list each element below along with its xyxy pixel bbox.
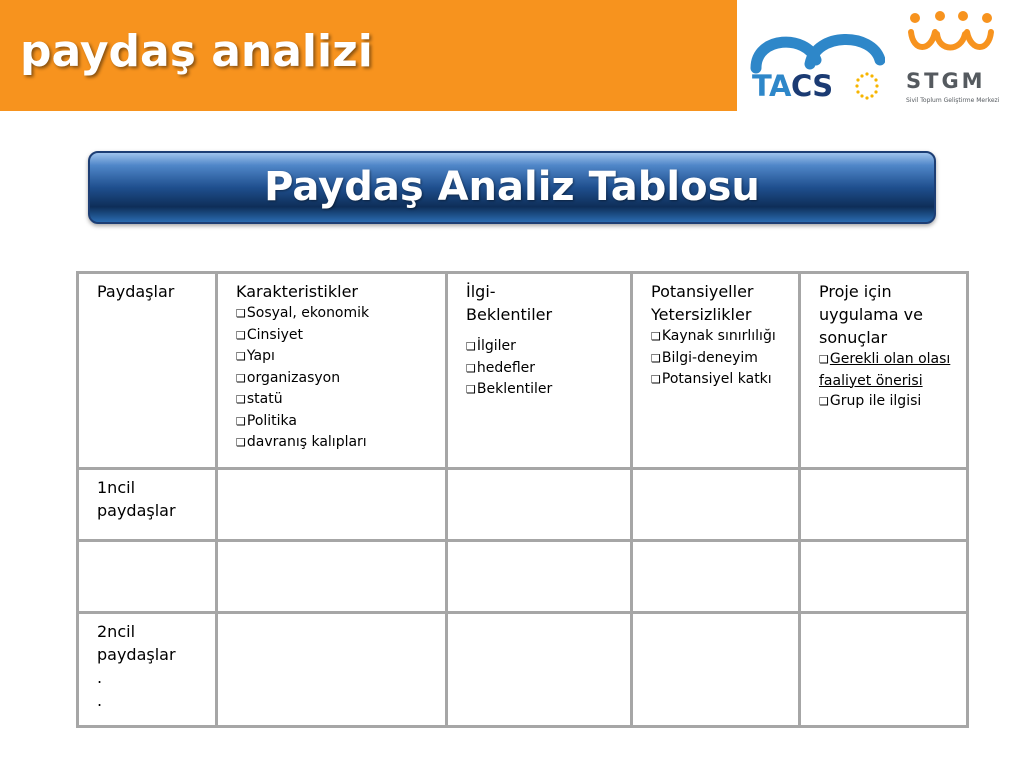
- table-cell: [632, 541, 800, 613]
- list-item: ❑organizasyon: [236, 369, 341, 386]
- header-cell-karakteristikler: [217, 273, 447, 469]
- table-cell: [447, 613, 632, 727]
- stgm-logo-subtitle: Sivil Toplum Geliştirme Merkezi: [906, 97, 1000, 104]
- list-item: ❑Beklentiler: [466, 381, 553, 397]
- list-item: ❑hedefler: [466, 359, 536, 376]
- header-cell-proje: [800, 273, 968, 469]
- table-cell: [217, 541, 447, 613]
- header-label: Yetersizlikler: [651, 305, 752, 324]
- table-row: [78, 469, 968, 541]
- table-cell: [800, 613, 968, 727]
- list-item: ❑Potansiyel katkı: [651, 371, 772, 387]
- table-cell: [217, 469, 447, 541]
- header-cell-paydaslar: [78, 273, 217, 469]
- table-cell: [800, 469, 968, 541]
- row-label-cell: [78, 541, 217, 613]
- list-item: ❑Yapı: [236, 348, 275, 364]
- header-cell-ilgi-beklentiler: [447, 273, 632, 469]
- table-row: [78, 541, 968, 613]
- table-title: Paydaş Analiz Tablosu: [264, 164, 760, 210]
- table-cell: [800, 541, 968, 613]
- table-cell: [447, 541, 632, 613]
- list-item: ❑Gerekli olan olası faaliyet önerisi: [819, 351, 951, 389]
- stakeholder-analysis-table: [76, 271, 969, 728]
- header-label: İlgi-: [466, 282, 496, 301]
- header-label: Paydaşlar: [97, 282, 175, 301]
- table-cell: [632, 613, 800, 727]
- row-label-cell: 2ncil paydaşlar . .: [78, 613, 217, 727]
- stgm-logo-text: STGM: [906, 69, 986, 93]
- header-label: Beklentiler: [466, 305, 553, 324]
- stgm-logo-icon: [905, 8, 997, 68]
- tacs-logo-text: TACS: [752, 69, 833, 103]
- header-label: sonuçlar: [819, 328, 888, 347]
- header-label: Proje için: [819, 282, 892, 301]
- list-item: ❑Kaynak sınırlılığı: [651, 328, 776, 344]
- header-label: Karakteristikler: [236, 282, 358, 301]
- slide-title: paydaş analizi: [20, 26, 373, 77]
- row-label-cell: 1ncil paydaşlar: [78, 469, 217, 541]
- list-item: ❑Sosyal, ekonomik: [236, 305, 370, 321]
- table-row: [78, 613, 968, 727]
- header-label: Potansiyeller: [651, 282, 754, 301]
- list-item: ❑Bilgi-deneyim: [651, 349, 758, 366]
- table-cell: [447, 469, 632, 541]
- list-item: ❑İlgiler: [466, 338, 516, 354]
- table-header-row: [78, 273, 968, 469]
- list-item: ❑Cinsiyet: [236, 326, 303, 343]
- table-title-banner: [88, 151, 936, 224]
- table-cell: [217, 613, 447, 727]
- list-item: ❑Grup ile ilgisi: [819, 393, 922, 409]
- header-label: uygulama ve: [819, 305, 923, 324]
- list-item: ❑statü: [236, 391, 283, 407]
- table-cell: [632, 469, 800, 541]
- header-cell-potansiyeller: [632, 273, 800, 469]
- list-item: ❑Politika: [236, 412, 297, 429]
- list-item: ❑davranış kalıpları: [236, 434, 367, 450]
